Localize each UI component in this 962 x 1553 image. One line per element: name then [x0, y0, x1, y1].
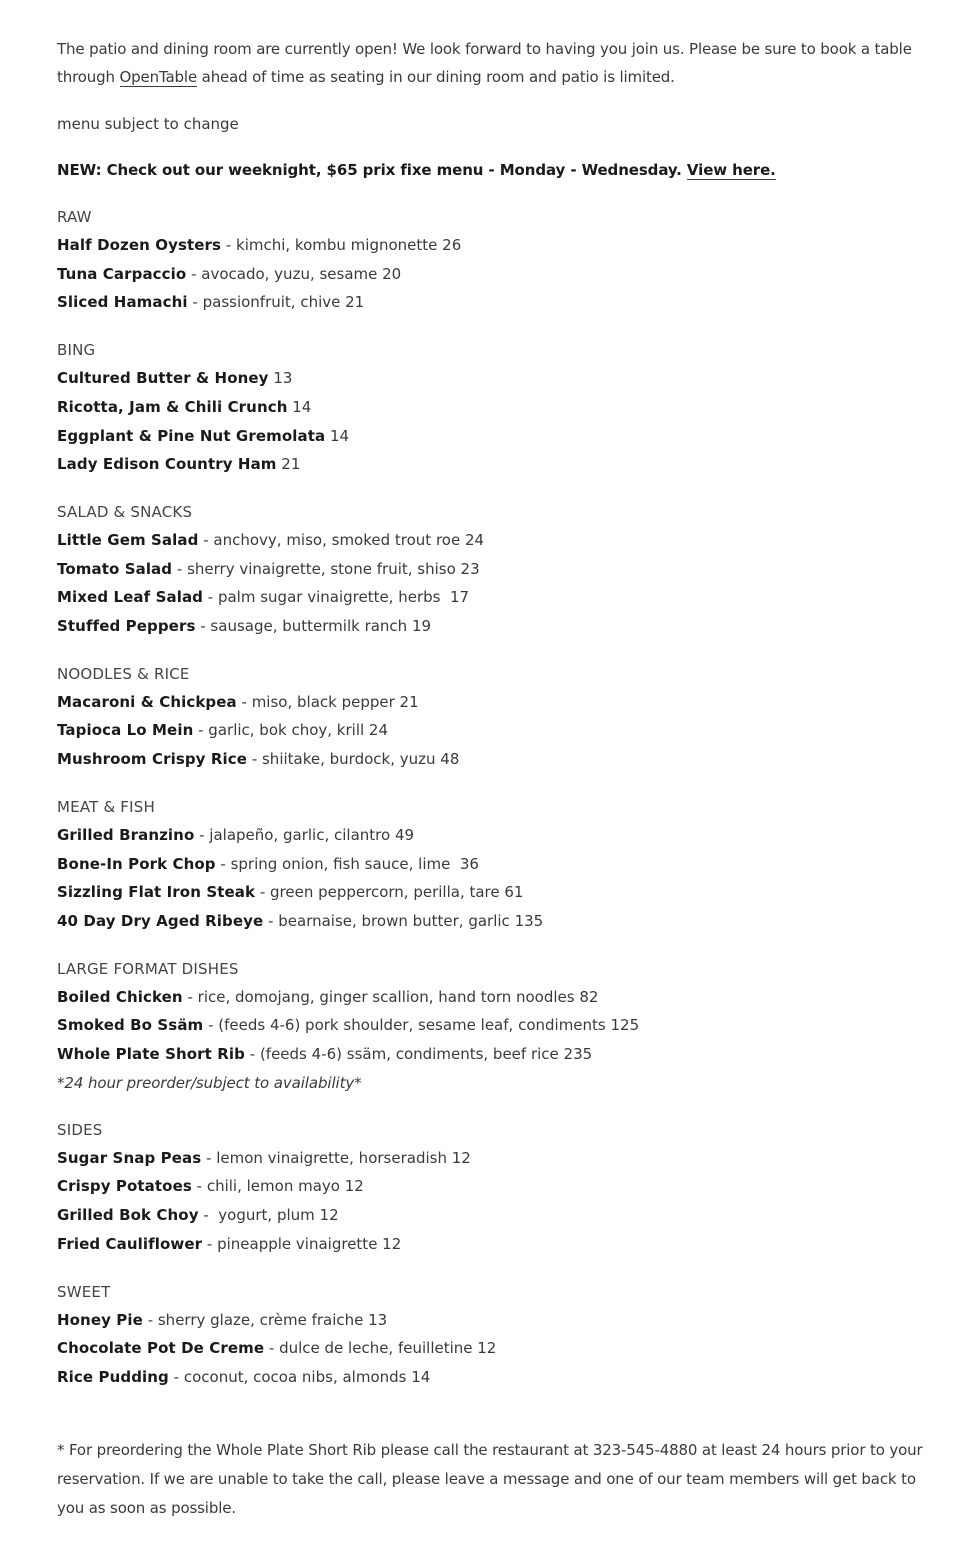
menu-item-name: Mixed Leaf Salad [57, 588, 204, 607]
menu-item-description: - (feeds 4-6) pork shoulder, sesame leaf, condiments 125 [203, 1016, 640, 1035]
menu-item-description: - dulce de leche, feuilletine 12 [264, 1339, 497, 1358]
section-title: RAW [57, 208, 92, 226]
menu-item [57, 1011, 938, 1040]
menu-item-name: Eggplant & Pine Nut Gremolata [57, 426, 326, 445]
menu-item-name: Crispy Potatoes [57, 1177, 192, 1196]
menu-section [57, 793, 938, 936]
menu-item-description: - pineapple vinaigrette 12 [202, 1234, 402, 1253]
menu-item [57, 526, 938, 555]
menu-item [57, 688, 938, 717]
menu-item-name: Boiled Chicken [57, 987, 183, 1006]
menu-item-description: 14 [325, 426, 350, 445]
menu-item-description: 21 [276, 455, 301, 474]
menu-item-description: - green peppercorn, perilla, tare 61 [255, 883, 524, 902]
section-title: LARGE FORMAT DISHES [57, 959, 239, 978]
menu-item-name: Macaroni & Chickpea [57, 692, 237, 711]
menu-item-description: 13 [268, 369, 293, 388]
menu-item [57, 450, 938, 479]
menu-item-name: Rice Pudding [57, 1367, 169, 1386]
menu-item-name: Sliced Hamachi [57, 293, 188, 312]
menu-item-description: - shiitake, burdock, yuzu 48 [247, 750, 460, 769]
menu-item [57, 907, 938, 936]
menu-item [57, 1172, 938, 1201]
menu-item-name: Sugar Snap Peas [57, 1148, 202, 1167]
menu-item-description: - spring onion, fish sauce, lime 36 [215, 854, 479, 873]
intro-text-end: ahead of time as seating in our dining room and patio is limited. [197, 68, 675, 86]
menu-item-description: - garlic, bok choy, krill 24 [193, 721, 389, 740]
menu-item-description: - yogurt, plum 12 [198, 1206, 339, 1225]
menu-item-name: Smoked Bo Ssäm [57, 1016, 204, 1035]
menu-change-note: menu subject to change [57, 115, 239, 133]
prix-fixe-text: NEW: Check out our weeknight, $65 prix fixe menu - Monday - Wednesday. [57, 161, 687, 179]
menu-section [57, 955, 938, 1097]
section-title: MEAT & FISH [57, 797, 155, 816]
menu-item-description: - anchovy, miso, smoked trout roe 24 [198, 530, 485, 549]
section-title: SWEET [57, 1282, 111, 1301]
menu-item [57, 612, 938, 641]
prix-fixe-banner [57, 156, 938, 184]
menu-item-description: - rice, domojang, ginger scallion, hand torn noodles 82 [182, 987, 599, 1006]
section-title: NOODLES & RICE [57, 664, 190, 683]
menu-item-name: Fried Cauliflower [57, 1234, 203, 1253]
menu-item-name: Grilled Branzino [57, 825, 195, 844]
menu-item-name: Bone-In Pork Chop [57, 854, 216, 873]
menu-section [57, 660, 938, 774]
menu-section [57, 336, 938, 479]
menu-section [57, 1116, 938, 1259]
opentable-link[interactable]: OpenTable [119, 68, 198, 86]
menu-item-name: Lady Edison Country Ham [57, 455, 277, 474]
menu-item [57, 393, 938, 422]
menu-item-name: Tuna Carpaccio [57, 264, 187, 283]
menu-section [57, 1278, 938, 1392]
intro-paragraph [57, 35, 938, 91]
menu-item-description: 14 [287, 397, 312, 416]
menu-item [57, 1144, 938, 1173]
preorder-footnote: * For preordering the Whole Plate Short Rib please call the restaurant at 323-545-4880 at least 24 hours prior to your reservation. If we are unable to take the call, please leave a message and one of our team members will get back to you as soon as possible. [57, 1440, 923, 1517]
menu-item-name: Whole Plate Short Rib [57, 1045, 245, 1064]
menu-item [57, 231, 938, 260]
menu-item-name: Ricotta, Jam & Chili Crunch [57, 397, 288, 416]
menu-item [57, 878, 938, 907]
menu-item-description: - chili, lemon mayo 12 [191, 1177, 364, 1196]
menu-item-description: - avocado, yuzu, sesame 20 [186, 264, 402, 283]
menu-section [57, 498, 938, 641]
menu-item-name: Honey Pie [57, 1310, 143, 1329]
menu-item [57, 583, 938, 612]
menu-item-name: Mushroom Crispy Rice [57, 750, 248, 769]
intro-text: The patio and dining room are currently open! We look forward to having you join us. Please be sure to book a table through [57, 40, 912, 86]
section-title: SALAD & SNACKS [57, 502, 193, 521]
menu-item-name: Little Gem Salad [57, 530, 199, 549]
menu-item-description: - coconut, cocoa nibs, almonds 14 [168, 1367, 431, 1386]
menu-item-name: Stuffed Peppers [57, 617, 196, 636]
menu-item-name: Cultured Butter & Honey [57, 369, 269, 388]
menu-item-description: - lemon vinaigrette, horseradish 12 [201, 1148, 471, 1167]
menu-item [57, 555, 938, 584]
section-title: SIDES [57, 1120, 103, 1139]
menu-item-description: - kimchi, kombu mignonette 26 [221, 236, 462, 254]
menu-item-name: Half Dozen Oysters [57, 236, 222, 254]
menu-item-description: - palm sugar vinaigrette, herbs 17 [203, 588, 470, 607]
menu-item [57, 288, 938, 317]
menu-sections [57, 203, 938, 1392]
menu-item-name: Tomato Salad [57, 559, 173, 578]
menu-item [57, 260, 938, 289]
menu-item-description: - miso, black pepper 21 [236, 692, 419, 711]
section-title: BING [57, 341, 96, 360]
menu-item [57, 1363, 938, 1392]
menu-item [57, 745, 938, 774]
menu-item [57, 821, 938, 850]
menu-item [57, 364, 938, 393]
menu-item-name: 40 Day Dry Aged Ribeye [57, 911, 264, 930]
menu-item [57, 1040, 938, 1069]
menu-item-name: Chocolate Pot De Creme [57, 1339, 265, 1358]
menu-item [57, 1306, 938, 1335]
view-here-link[interactable]: View here. [686, 161, 776, 179]
menu-item-description: - (feeds 4-6) ssäm, condiments, beef rice 235 [245, 1045, 593, 1064]
menu-item-name: Tapioca Lo Mein [57, 721, 194, 740]
menu-item [57, 1334, 938, 1363]
menu-item [57, 983, 938, 1012]
menu-item-name: Sizzling Flat Iron Steak [57, 883, 256, 902]
menu-item [57, 1230, 938, 1259]
menu-item-description: - sherry vinaigrette, stone fruit, shiso 23 [172, 559, 480, 578]
menu-item [57, 1201, 938, 1230]
menu-item [57, 422, 938, 451]
menu-item-description: - jalapeño, garlic, cilantro 49 [194, 825, 415, 844]
menu-item-description: - bearnaise, brown butter, garlic 135 [263, 911, 544, 930]
menu-item-description: - sausage, buttermilk ranch 19 [195, 617, 432, 636]
menu-item [57, 850, 938, 879]
menu-section [57, 203, 938, 317]
menu-item-description: - sherry glaze, crème fraiche 13 [142, 1310, 388, 1329]
menu-item-description: - passionfruit, chive 21 [187, 293, 365, 312]
menu-item-name: Grilled Bok Choy [57, 1206, 199, 1225]
menu-item [57, 716, 938, 745]
preorder-note: *24 hour preorder/subject to availability* [57, 1073, 362, 1092]
